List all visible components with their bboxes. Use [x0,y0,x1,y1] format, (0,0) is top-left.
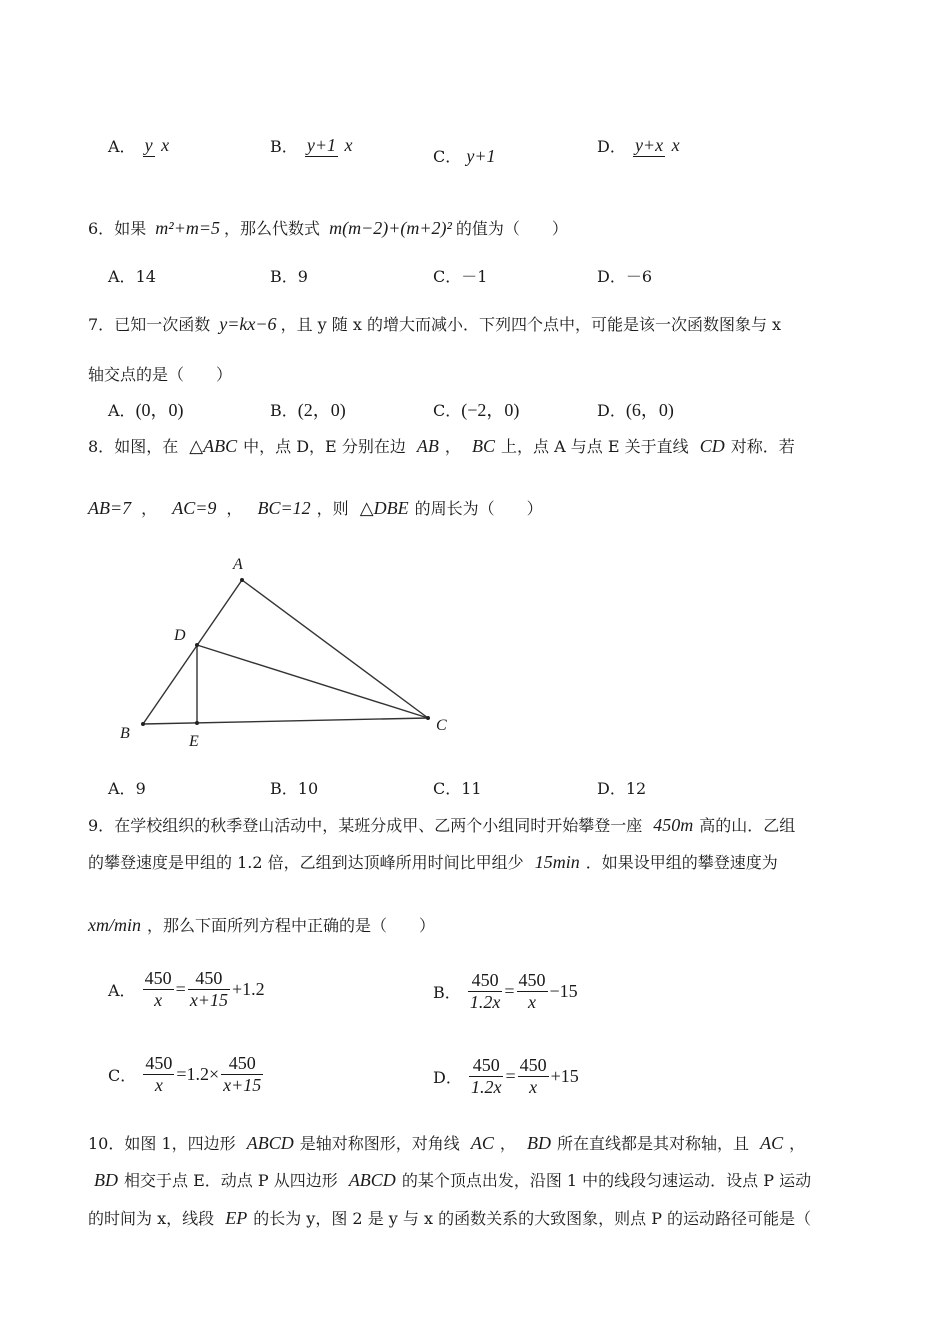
q9-option-a-left-fraction [143,968,174,1011]
q8-line2-t1: ， [141,499,158,518]
q6-option-d[interactable] [597,264,652,287]
q6-option-d-value: －6 [625,267,653,286]
q8-label-d: D [174,627,186,644]
q9-option-d-tail: +15 [550,1066,579,1086]
q9-option-d-label: D． [433,1068,462,1087]
q5-option-c-label: C． [433,147,462,166]
q9-option-b-right-fraction [517,970,548,1013]
q9-option-b-right-num: 450 [518,970,546,990]
q9-height: 450m [653,815,694,835]
q8-option-d[interactable] [597,776,646,799]
q7-text2: ，且 y 随 x 的增大而减小．下列四个点中，可能是该一次函数图象与 x [280,315,782,334]
q9-option-a-tail: +1.2 [231,979,265,999]
q9-line1a: 在学校组织的秋季登山活动中，某班分成甲、乙两个小组同时开始攀登一座 [114,816,643,835]
q8-point-b [141,722,145,726]
q6-text1: 如果 [114,219,147,238]
q10-abcd-1: ABCD [246,1133,294,1153]
q7-option-b-value: (2，0) [297,400,346,420]
q6-text2: ，那么代数式 [223,219,320,238]
q5-option-d-denominator: x [671,135,680,155]
q7-option-d[interactable] [597,396,674,422]
q9-option-d-right-num: 450 [519,1055,547,1075]
q5-option-c[interactable] [433,144,495,167]
q8-line1-t4: 上，点 A 与点 E 关于直线 [501,437,689,456]
q10-bd-1: BD [526,1133,551,1153]
q9-option-c-label: C． [108,1066,137,1085]
q9-stem-line2 [88,850,778,873]
q8-line2-t3: ，则 [316,499,349,518]
q6-option-a-value: 14 [135,267,156,286]
q10-stem-line2 [94,1168,811,1191]
q8-label-b: B [120,725,130,742]
q9-option-c[interactable] [108,1053,265,1096]
q8-option-b-value: 10 [297,779,319,798]
q7-option-c[interactable] [433,396,519,422]
q9-option-c-right-fraction [221,1053,263,1096]
q9-number: 9． [88,816,115,835]
q9-option-d-mid: = [505,1066,516,1086]
q8-point-c [426,716,430,720]
q5-option-a-fraction [143,135,172,156]
q7-option-a-value: (0，0) [135,400,184,420]
q5-option-b-fraction [305,135,355,156]
q9-option-c-left-den: x [154,1075,163,1095]
q9-option-c-left-num: 450 [145,1053,173,1073]
q10-stem-line3 [88,1206,811,1229]
q8-line1-t3: ， [444,437,461,456]
q7-option-c-value: (−2，0) [461,400,520,420]
q9-option-b-right-den: x [528,992,537,1012]
q6-option-c[interactable] [433,264,487,287]
q7-line2: 轴交点的是（ ） [88,365,233,384]
q10-line1d: 所在直线都是其对称轴，且 [556,1134,749,1153]
q9-option-d-right-den: x [529,1077,538,1097]
q8-point-a [240,578,244,582]
q8-line1-cd: CD [699,436,725,456]
q9-option-b-left-num: 450 [468,970,503,992]
q5-option-d-fraction [633,135,682,156]
q9-option-a-right-den: x+15 [189,990,228,1010]
q8-option-c-label: C． [433,779,462,798]
q6-number: 6． [88,219,115,238]
q6-option-a-label: A． [108,267,136,286]
q9-line2b: ．如果设甲组的攀登速度为 [585,853,778,872]
q9-option-b[interactable] [433,970,578,1013]
q8-segment-bc [143,718,428,724]
q7-option-b-label: B． [270,401,298,420]
q8-label-e: E [189,733,199,750]
q5-option-d-label: D． [597,137,626,156]
q8-line2-ac9: AC=9 [172,498,217,518]
q8-option-d-value: 12 [625,779,647,798]
q8-option-a-value: 9 [135,779,146,798]
q10-line3a: 的时间为 x，线段 [88,1209,215,1228]
q9-option-a[interactable] [108,968,265,1011]
q9-option-c-mid: =1.2× [176,1064,220,1084]
q8-stem-line2 [88,496,543,519]
q6-option-b-label: B． [270,267,298,286]
q8-stem-line1 [88,434,795,457]
q6-option-a[interactable] [108,264,156,287]
q5-option-a-denominator: x [161,135,170,155]
q5-option-b-denominator: x [344,135,353,155]
q9-option-c-right-num: 450 [221,1053,263,1075]
q8-label-c: C [436,717,447,734]
q6-expr1: m²+m=5 [155,218,220,238]
q10-line1b: 是轴对称图形，对角线 [299,1134,460,1153]
q8-line1-t5: 对称．若 [730,437,795,456]
q5-option-a-numerator: y [144,135,153,155]
q8-line2-triangle-dbe: △DBE [359,498,409,518]
q10-bd-2: BD [94,1170,118,1190]
q5-option-c-expr: y+1 [466,146,496,166]
q7-option-a-label: A． [108,401,136,420]
q9-option-d-right-fraction [518,1055,549,1098]
q8-option-b[interactable] [270,776,318,799]
q8-line1-ab: AB [416,436,439,456]
q8-line2-t4: 的周长为（ ） [414,499,543,518]
q8-line1-triangle-abc: △ABC [189,436,238,456]
q7-option-d-label: D． [597,401,626,420]
q10-line3b: 的长为 y，图 2 是 y 与 x 的函数关系的大致图象，则点 P 的运动路径可能是（ [253,1209,812,1228]
q6-option-b-value: 9 [297,267,308,286]
q9-option-a-right-num: 450 [188,968,230,990]
q8-option-c[interactable] [433,776,482,799]
q5-option-b-label: B． [270,137,298,156]
q9-option-c-right-den: x+15 [223,1075,262,1095]
q6-option-c-label: C． [433,267,462,286]
q10-ep: EP [225,1208,248,1228]
q6-expr2: m(m−2)+(m+2)² [329,218,452,238]
q7-option-b[interactable] [270,396,346,422]
q7-number: 7． [88,315,115,334]
q6-option-c-value: －1 [461,267,488,286]
q8-option-d-label: D． [597,779,626,798]
q8-option-b-label: B． [270,779,298,798]
q9-speed-unit: xm/min [88,915,141,935]
q6-option-b[interactable] [270,264,308,287]
q10-line1c: ， [499,1134,516,1153]
q8-segment-dc [197,645,428,718]
q10-line2a: 相交于点 E．动点 P 从四边形 [124,1171,338,1190]
q8-segment-ab [143,580,242,724]
q6-text3: 的值为（ ） [455,219,568,238]
q8-line1-t1: 如图，在 [114,437,179,456]
q9-line3b: ，那么下面所列方程中正确的是（ ） [147,916,436,935]
q7-option-a[interactable] [108,396,184,422]
q5-option-a-label: A． [108,137,136,156]
q7-expr: y=kx−6 [219,314,277,334]
q6-option-d-label: D． [597,267,626,286]
q9-option-a-left-den: x [154,990,163,1010]
q9-line2a: 的攀登速度是甲组的 1.2 倍，乙组到达顶峰所用时间比甲组少 [88,853,524,872]
q9-option-b-mid: = [504,981,515,1001]
q9-option-b-left-den: 1.2x [469,992,501,1012]
q8-triangle-figure [110,550,460,750]
q8-line1-bc: BC [472,436,496,456]
q6-stem [88,216,568,239]
q8-point-d [195,643,199,647]
q8-line2-ab7: AB=7 [88,498,132,518]
q10-line2b: 的某个顶点出发，沿图 1 中的线段匀速运动．设点 P 运动 [401,1171,812,1190]
q10-line1a: 如图 1，四边形 [124,1134,236,1153]
q7-stem-line1 [88,312,781,335]
q9-option-b-left-fraction [468,970,503,1013]
q10-ac-1: AC [470,1133,494,1153]
q9-option-d-left-den: 1.2x [470,1077,502,1097]
q10-line1f: ， [789,1134,806,1153]
q7-text1: 已知一次函数 [114,315,211,334]
q9-option-d-left-fraction [469,1055,504,1098]
q10-abcd-2: ABCD [348,1170,396,1190]
q10-ac-2: AC [760,1133,784,1153]
q9-time-diff: 15min [534,852,580,872]
q7-option-d-value: (6，0) [625,400,674,420]
q8-line2-t2: ， [226,499,243,518]
q9-stem-line3 [88,913,435,936]
q8-point-e [195,721,199,725]
q8-line2-bc12: BC=12 [257,498,311,518]
q9-stem-line1 [88,813,795,836]
q9-option-d-left-num: 450 [469,1055,504,1077]
q9-option-b-tail: −15 [549,981,578,1001]
q8-option-c-value: 11 [461,779,482,798]
q9-option-d[interactable] [433,1055,579,1098]
q10-stem-line1 [88,1131,805,1154]
q5-option-a[interactable] [108,134,173,157]
q8-number: 8． [88,437,115,456]
q9-option-a-left-num: 450 [144,968,172,988]
q8-option-a-label: A． [108,779,136,798]
q9-option-a-mid: = [175,979,186,999]
q8-label-a: A [233,556,243,573]
q9-option-a-right-fraction [188,968,230,1011]
q10-number: 10． [88,1134,125,1153]
q7-stem-line2 [88,362,232,385]
q9-option-c-left-fraction [143,1053,174,1096]
q9-line1b: 高的山．乙组 [699,816,796,835]
q8-line1-t2: 中，点 D，E 分别在边 [243,437,406,456]
q5-option-b-numerator: y+1 [306,135,336,155]
q5-option-d-numerator: y+x [634,135,664,155]
q8-option-a[interactable] [108,776,146,799]
q7-option-c-label: C． [433,401,462,420]
q8-segment-ac [242,580,428,718]
q5-option-d[interactable] [597,134,684,157]
q5-option-b[interactable] [270,134,357,157]
q9-option-b-label: B． [433,983,461,1002]
q9-option-a-label: A． [108,981,136,1000]
